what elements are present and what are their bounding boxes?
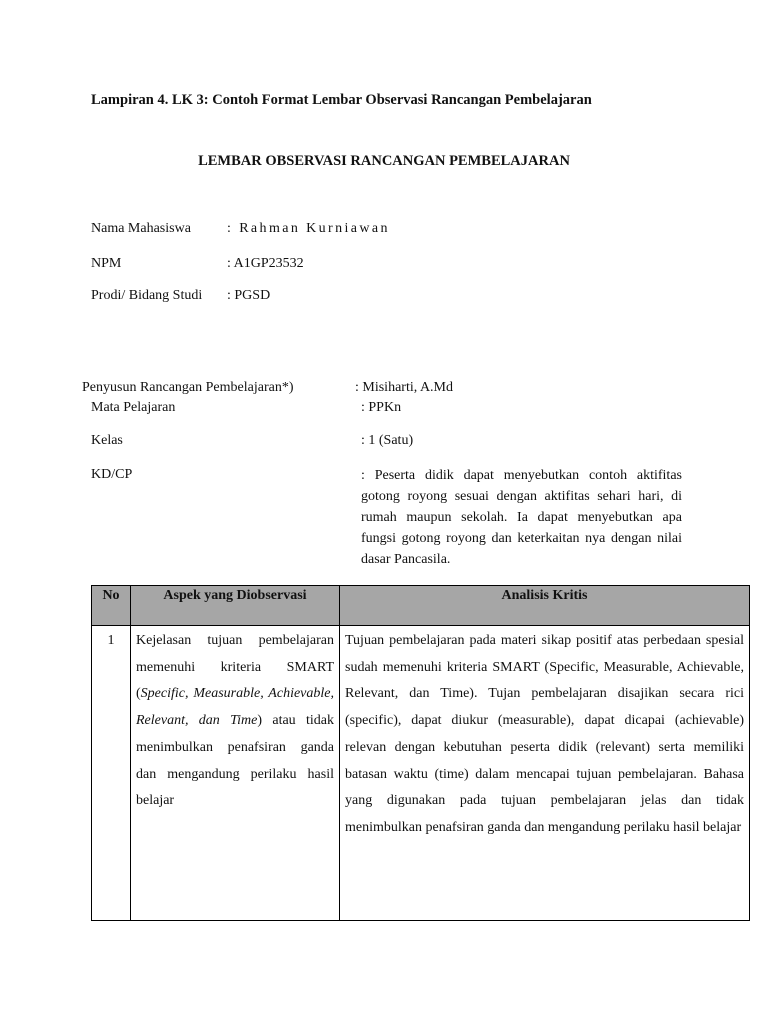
- analisis-cell: Tujuan pembelajaran pada materi sikap positif atas perbedaan spesial sudah memenuhi kriteria SMART (Specific, Measurable, Achievable, Relevant, dan Time). Tujan pembelajaran disajikan secara rici (specific), dapat diukur (measurable), dapat dicapai (achievable) relevan dengan kebutuhan peserta didik (relevant) serta memiliki batasan waktu (time) dalam mencapai tujuan pembelajaran. Bahasa yang digunakan pada tujuan pembelajaran jelas dan tidak menimbulkan penafsiran ganda dan mengandung perilaku hasil belajar: [340, 626, 750, 921]
- kdcp-label: KD/CP: [91, 467, 133, 482]
- table-header-row: [92, 586, 750, 626]
- prodi-label: Prodi/ Bidang Studi: [91, 288, 203, 303]
- kelas-value: : 1 (Satu): [361, 433, 414, 448]
- observation-table: [91, 585, 750, 921]
- header-aspek: Aspek yang Diobservasi: [131, 586, 340, 626]
- header-no: No: [92, 586, 131, 626]
- npm-value: : A1GP23532: [227, 256, 304, 271]
- penyusun-label: Penyusun Rancangan Pembelajaran*): [82, 380, 294, 395]
- mapel-value: : PPKn: [361, 400, 402, 415]
- student-name-label: Nama Mahasiswa: [91, 221, 191, 236]
- prodi-value: : PGSD: [227, 288, 271, 303]
- aspek-text-italic: Specific, Measurable, Achievable, Relevant, dan Time: [136, 686, 334, 729]
- header-analisis: Analisis Kritis: [340, 586, 750, 626]
- student-name-value: : Rahman Kurniawan: [227, 221, 390, 236]
- document-heading: Lampiran 4. LK 3: Contoh Format Lembar Observasi Rancangan Pembelajaran: [91, 92, 592, 108]
- kdcp-value: : Peserta didik dapat menyebutkan contoh aktifitas gotong royong sesuai dengan aktifitas sehari hari, di rumah maupun sekolah. Ia dapat menyebutkan apa fungsi gotong royong dan keterkaitan nya dengan nilai dasar Pancasila.: [361, 468, 682, 567]
- page-title: LEMBAR OBSERVASI RANCANGAN PEMBELAJARAN: [198, 153, 570, 169]
- kelas-label: Kelas: [91, 433, 123, 448]
- row-number: 1: [92, 626, 131, 921]
- mapel-label: Mata Pelajaran: [91, 400, 176, 415]
- penyusun-value: : Misiharti, A.Md: [355, 380, 454, 395]
- aspek-cell: [131, 626, 340, 921]
- aspek-text-start: Kejelasan tujuan pembelajaran memenuhi kriteria SMART (: [136, 633, 334, 702]
- aspek-text-end: ) atau tidak menimbulkan penafsiran ganda dan mengandung perilaku hasil belajar: [136, 713, 334, 809]
- table-row: [92, 626, 750, 921]
- npm-label: NPM: [91, 256, 122, 271]
